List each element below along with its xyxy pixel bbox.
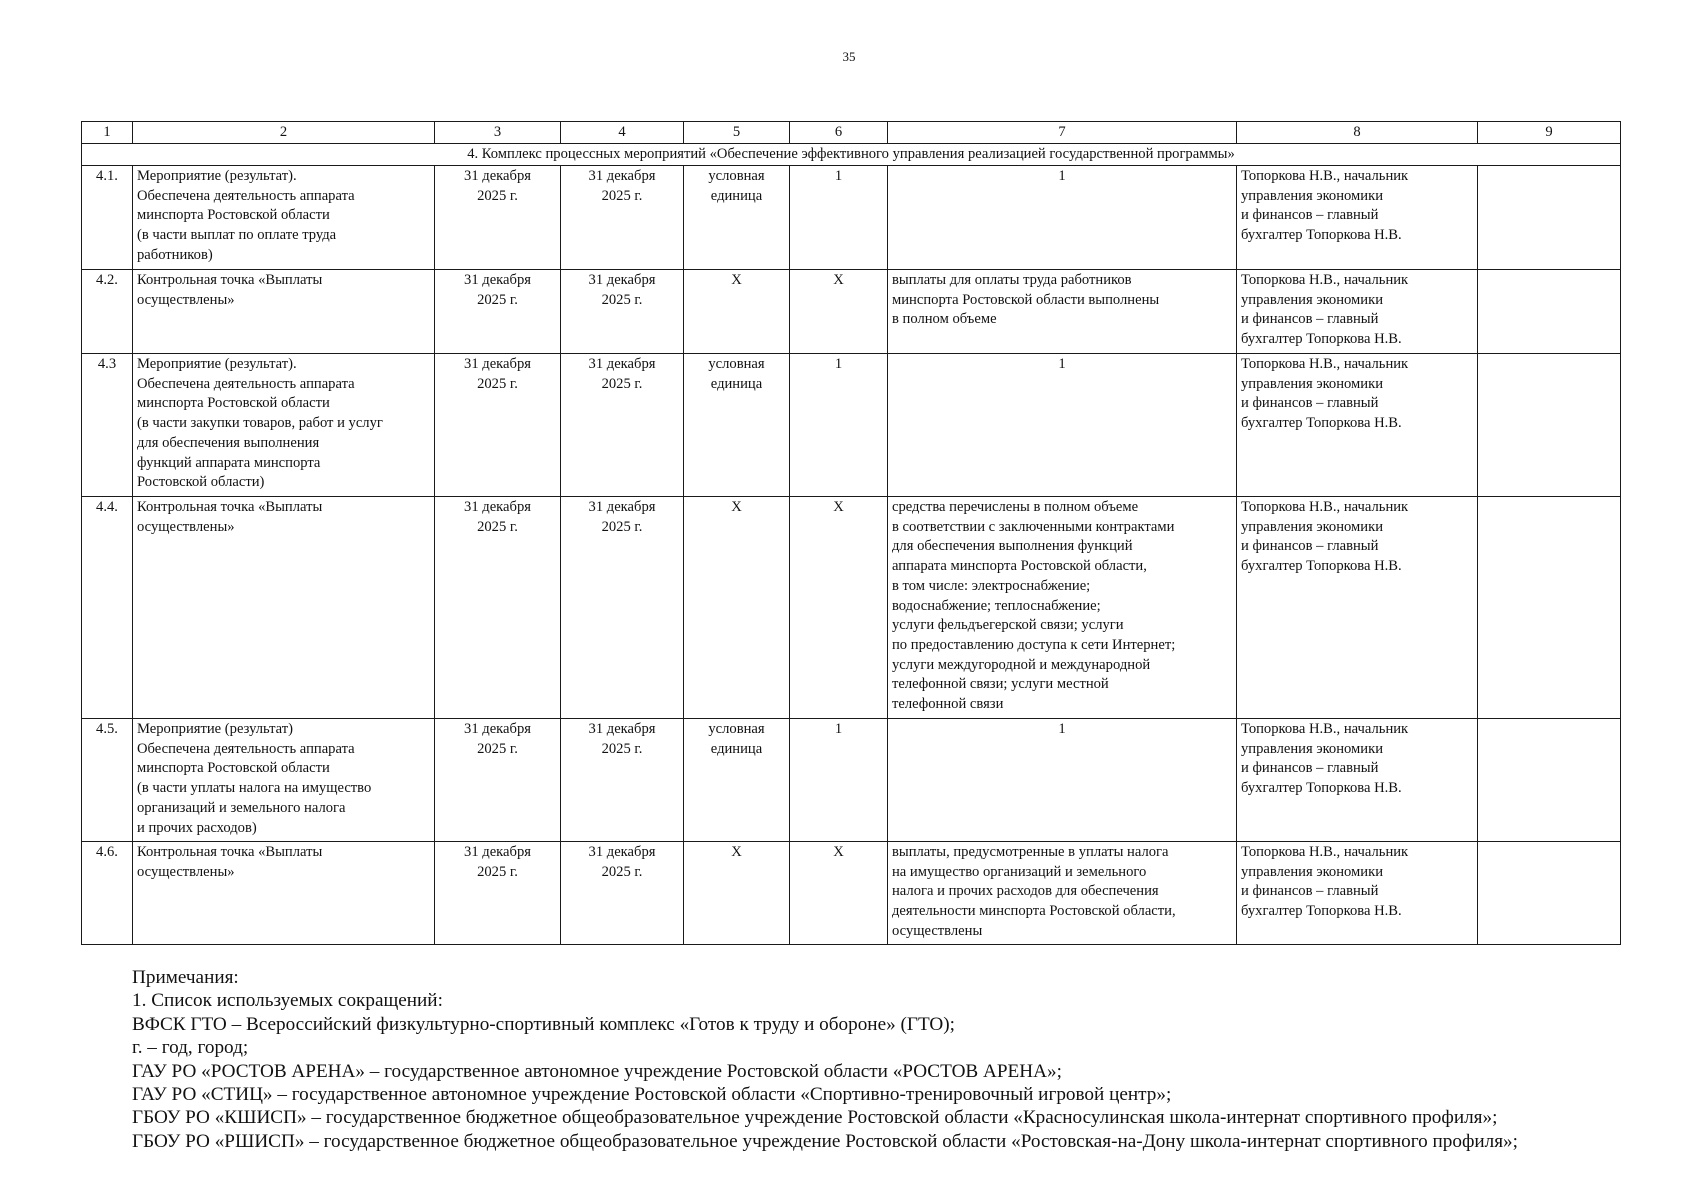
row-result: 1	[888, 166, 1237, 270]
row-date-end: 31 декабря 2025 г.	[561, 270, 684, 354]
table-row	[82, 354, 1621, 497]
row-unit: Х	[684, 497, 790, 719]
row-unit: условная единица	[684, 166, 790, 270]
row-unit: условная единица	[684, 719, 790, 842]
row-number: 4.4.	[82, 497, 133, 719]
row-name: Мероприятие (результат). Обеспечена деятельность аппарата минспорта Ростовской области (в части выплат по оплате труда работников)	[133, 166, 435, 270]
row-col9	[1478, 719, 1621, 842]
table-row	[82, 719, 1621, 842]
row-number: 4.2.	[82, 270, 133, 354]
column-header: 6	[790, 122, 888, 144]
row-value: 1	[790, 354, 888, 497]
column-header: 5	[684, 122, 790, 144]
notes-line: ВФСК ГТО – Всероссийский физкультурно-спортивный комплекс «Готов к труду и обороне» (ГТО);	[132, 1013, 956, 1035]
row-responsible: Топоркова Н.В., начальник управления экономики и финансов – главный бухгалтер Топоркова Н.В.	[1237, 497, 1478, 719]
row-date-start: 31 декабря 2025 г.	[435, 497, 561, 719]
row-responsible: Топоркова Н.В., начальник управления экономики и финансов – главный бухгалтер Топоркова Н.В.	[1237, 354, 1478, 497]
row-number: 4.5.	[82, 719, 133, 842]
row-unit: Х	[684, 842, 790, 945]
notes-line: ГАУ РО «СТИЦ» – государственное автономное учреждение Ростовской области «Спортивно-тренировочный игровой центр»;	[132, 1084, 1172, 1106]
row-value: 1	[790, 166, 888, 270]
row-responsible: Топоркова Н.В., начальник управления экономики и финансов – главный бухгалтер Топоркова Н.В.	[1237, 842, 1478, 945]
row-value: Х	[790, 497, 888, 719]
row-number: 4.6.	[82, 842, 133, 945]
notes-line: ГАУ РО «РОСТОВ АРЕНА» – государственное автономное учреждение Ростовской области «РОСТОВ АРЕНА»;	[132, 1060, 1062, 1082]
section-title: 4. Комплекс процессных мероприятий «Обеспечение эффективного управления реализацией государственной программы»	[82, 144, 1621, 166]
row-date-end: 31 декабря 2025 г.	[561, 166, 684, 270]
row-date-start: 31 декабря 2025 г.	[435, 354, 561, 497]
page-number: 35	[842, 49, 856, 64]
notes-section	[132, 966, 1518, 1153]
row-col9	[1478, 842, 1621, 945]
table-row	[82, 842, 1621, 945]
row-number: 4.3	[82, 354, 133, 497]
section-row	[82, 144, 1621, 166]
row-name: Мероприятие (результат) Обеспечена деятельность аппарата минспорта Ростовской области (в части уплаты налога на имущество организаций и земельного налога и прочих расходов)	[133, 719, 435, 842]
row-date-end: 31 декабря 2025 г.	[561, 497, 684, 719]
row-date-end: 31 декабря 2025 г.	[561, 354, 684, 497]
column-header: 3	[435, 122, 561, 144]
row-value: Х	[790, 270, 888, 354]
column-header: 9	[1478, 122, 1621, 144]
notes-line: г. – год, город;	[132, 1037, 249, 1059]
row-result: 1	[888, 719, 1237, 842]
row-value: Х	[790, 842, 888, 945]
row-result: 1	[888, 354, 1237, 497]
row-date-end: 31 декабря 2025 г.	[561, 719, 684, 842]
row-name: Контрольная точка «Выплаты осуществлены»	[133, 497, 435, 719]
row-responsible: Топоркова Н.В., начальник управления экономики и финансов – главный бухгалтер Топоркова Н.В.	[1237, 719, 1478, 842]
notes-line: 1. Список используемых сокращений:	[132, 990, 443, 1012]
column-number-row	[82, 122, 1621, 144]
notes-line: ГБОУ РО «РШИСП» – государственное бюджетное общеобразовательное учреждение Ростовской области «Ростовская-на-Дону школа-интернат спортивного профиля»;	[132, 1130, 1518, 1152]
row-name: Мероприятие (результат). Обеспечена деятельность аппарата минспорта Ростовской области (в части закупки товаров, работ и услуг для обеспечения выполнения функций аппарата минспорта Ростовской области)	[133, 354, 435, 497]
plan-table	[81, 121, 1621, 945]
row-value: 1	[790, 719, 888, 842]
row-date-start: 31 декабря 2025 г.	[435, 842, 561, 945]
table-row	[82, 166, 1621, 270]
table-row	[82, 270, 1621, 354]
row-name: Контрольная точка «Выплаты осуществлены»	[133, 270, 435, 354]
row-date-start: 31 декабря 2025 г.	[435, 270, 561, 354]
column-header: 7	[888, 122, 1237, 144]
row-date-end: 31 декабря 2025 г.	[561, 842, 684, 945]
notes-line: ГБОУ РО «КШИСП» – государственное бюджетное общеобразовательное учреждение Ростовской области «Красносулинская школа-интернат спортивного профиля»;	[132, 1107, 1498, 1129]
column-header: 8	[1237, 122, 1478, 144]
row-number: 4.1.	[82, 166, 133, 270]
row-result: средства перечислены в полном объеме в соответствии с заключенными контрактами для обеспечения выполнения функций аппарата минспорта Ростовской области, в том числе: электроснабжение; водоснабжение; теплоснабжение; услуги фельдъегерской связи; услуги по предоставлению доступа к сети Интернет; услуги междугородной и международной телефонной связи; услуги местной телефонной связи	[888, 497, 1237, 719]
row-result: выплаты, предусмотренные в уплаты налога на имущество организаций и земельного налога и прочих расходов для обеспечения деятельности минспорта Ростовской области, осуществлены	[888, 842, 1237, 945]
notes-heading: Примечания:	[132, 967, 239, 988]
table-row	[82, 497, 1621, 719]
row-date-start: 31 декабря 2025 г.	[435, 166, 561, 270]
column-header: 1	[82, 122, 133, 144]
row-date-start: 31 декабря 2025 г.	[435, 719, 561, 842]
column-header: 4	[561, 122, 684, 144]
row-col9	[1478, 354, 1621, 497]
row-unit: Х	[684, 270, 790, 354]
row-responsible: Топоркова Н.В., начальник управления экономики и финансов – главный бухгалтер Топоркова Н.В.	[1237, 166, 1478, 270]
column-header: 2	[133, 122, 435, 144]
row-col9	[1478, 497, 1621, 719]
row-responsible: Топоркова Н.В., начальник управления экономики и финансов – главный бухгалтер Топоркова Н.В.	[1237, 270, 1478, 354]
row-result: выплаты для оплаты труда работников минспорта Ростовской области выполнены в полном объеме	[888, 270, 1237, 354]
row-col9	[1478, 166, 1621, 270]
row-name: Контрольная точка «Выплаты осуществлены»	[133, 842, 435, 945]
row-unit: условная единица	[684, 354, 790, 497]
row-col9	[1478, 270, 1621, 354]
